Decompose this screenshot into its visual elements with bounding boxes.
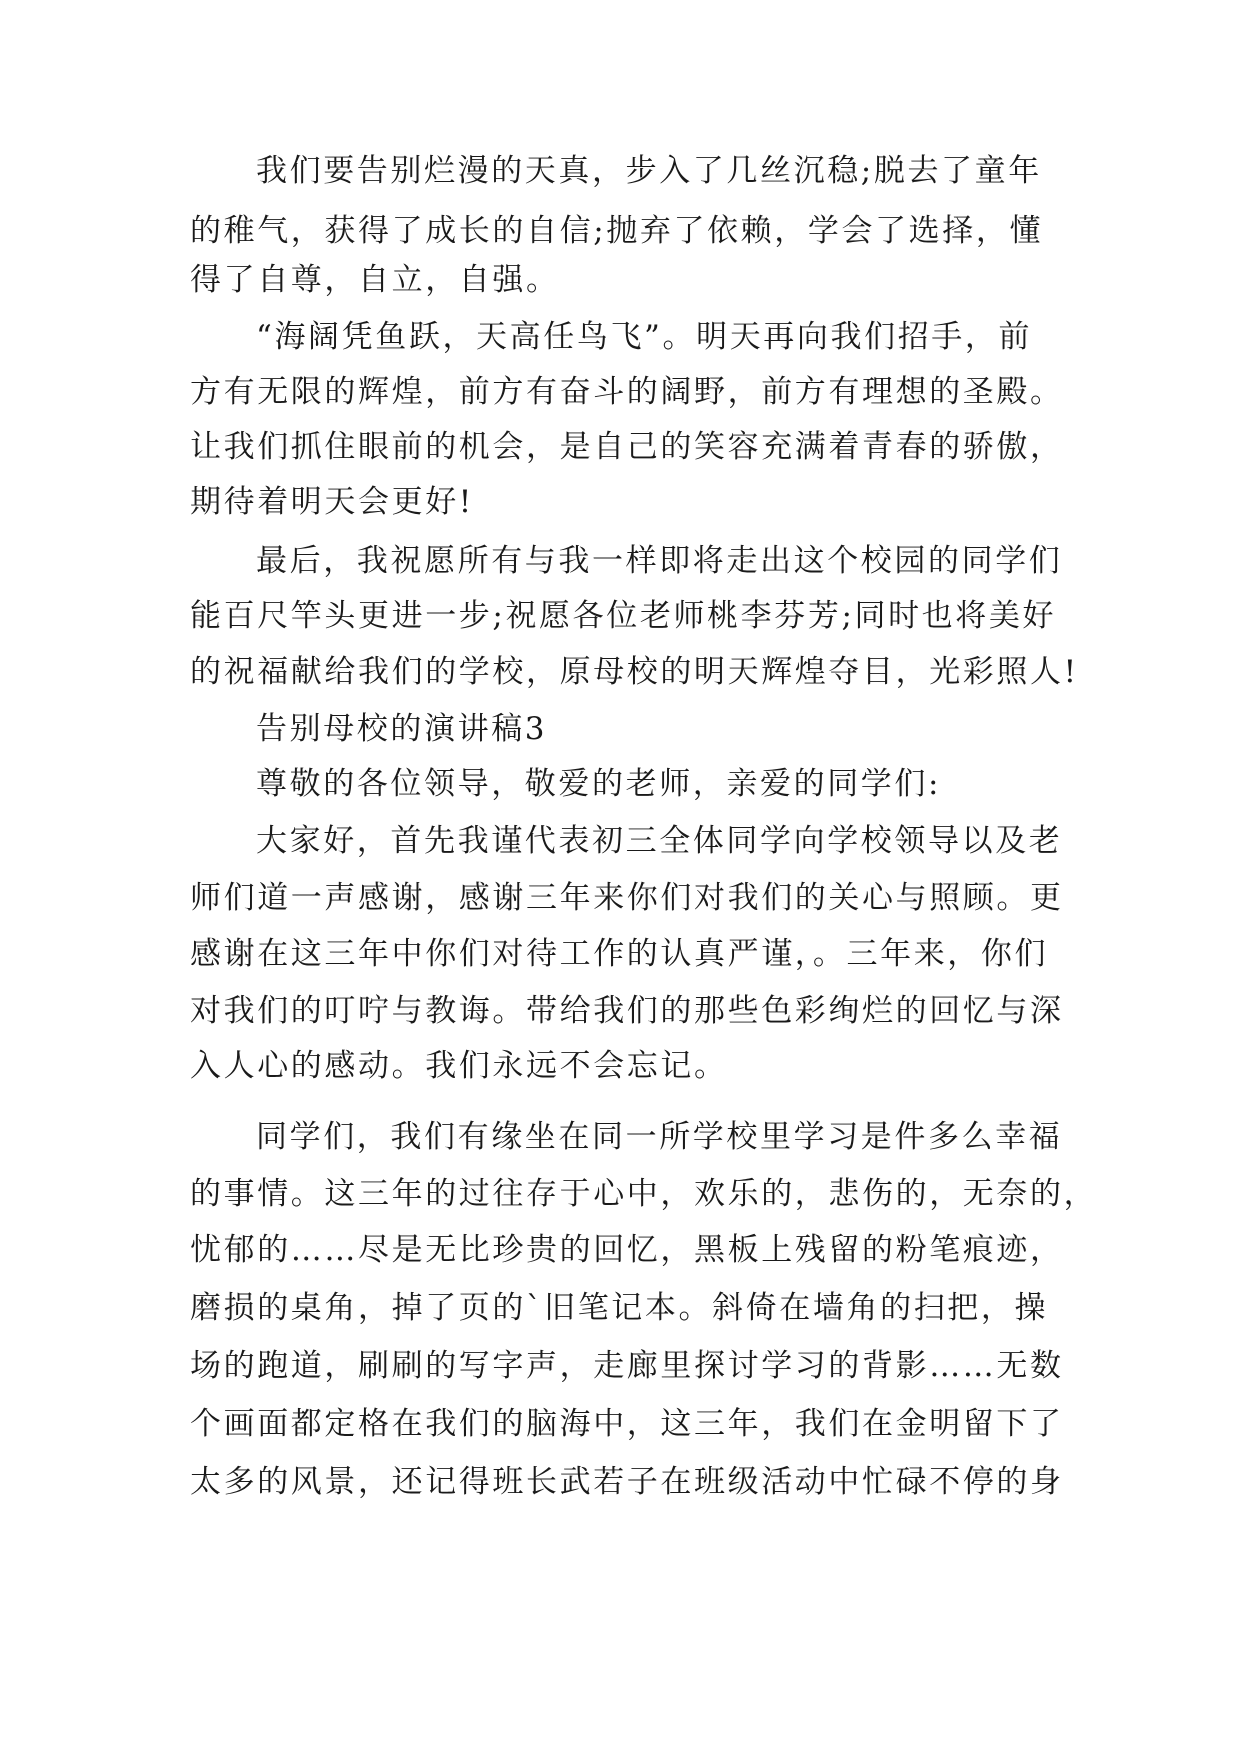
text-line: 大家好，首先我谨代表初三全体同学向学校领导以及老	[256, 823, 1063, 859]
text-line: 忧郁的……尽是无比珍贵的回忆，黑板上残留的粉笔痕迹，	[190, 1232, 1064, 1268]
text-line: 能百尺竿头更进一步;祝愿各位老师桃李芬芳;同时也将美好	[190, 598, 1057, 634]
text-line: 的稚气，获得了成长的自信;抛弃了依赖，学会了选择，懂	[190, 213, 1044, 249]
text-line: 入人心的感动。我们永远不会忘记。	[190, 1048, 728, 1084]
text-line: 太多的风景，还记得班长武若子在班级活动中忙碌不停的身	[190, 1464, 1064, 1500]
text-line: 得了自尊，自立，自强。	[190, 262, 560, 298]
text-line: 期待着明天会更好!	[190, 484, 474, 520]
text-line: 的事情。这三年的过往存于心中，欢乐的，悲伤的，无奈的，	[190, 1176, 1098, 1212]
text-line: 感谢在这三年中你们对待工作的认真严谨，。三年来，你们	[190, 936, 1049, 972]
text-line: 场的跑道，刷刷的写字声，走廊里探讨学习的背影……无数	[190, 1348, 1064, 1384]
text-line: 师们道一声感谢，感谢三年来你们对我们的关心与照顾。更	[190, 880, 1064, 916]
section-title: 告别母校的演讲稿3	[256, 711, 548, 747]
text-line: 对我们的叮咛与教诲。带给我们的那些色彩绚烂的回忆与深	[190, 993, 1064, 1029]
text-line: 方有无限的辉煌，前方有奋斗的阔野，前方有理想的圣殿。	[190, 374, 1064, 410]
text-line: 磨损的桌角，掉了页的`旧笔记本。斜倚在墙角的扫把，操	[190, 1290, 1049, 1326]
text-line: 我们要告别烂漫的天真，步入了几丝沉稳;脱去了童年	[256, 153, 1042, 189]
salutation: 尊敬的各位领导，敬爱的老师，亲爱的同学们:	[256, 766, 942, 802]
text-line: 个画面都定格在我们的脑海中，这三年，我们在金明留下了	[190, 1406, 1064, 1442]
text-line: 的祝福献给我们的学校，原母校的明天辉煌夺目，光彩照人!	[190, 654, 1079, 690]
text-line: 让我们抓住眼前的机会，是自己的笑容充满着青春的骄傲，	[190, 429, 1064, 465]
text-line: 最后，我祝愿所有与我一样即将走出这个校园的同学们	[256, 543, 1063, 579]
text-line: “海阔凭鱼跃，天高任鸟飞”。明天再向我们招手，前	[256, 319, 1033, 355]
text-line: 同学们，我们有缘坐在同一所学校里学习是件多么幸福	[256, 1119, 1063, 1155]
